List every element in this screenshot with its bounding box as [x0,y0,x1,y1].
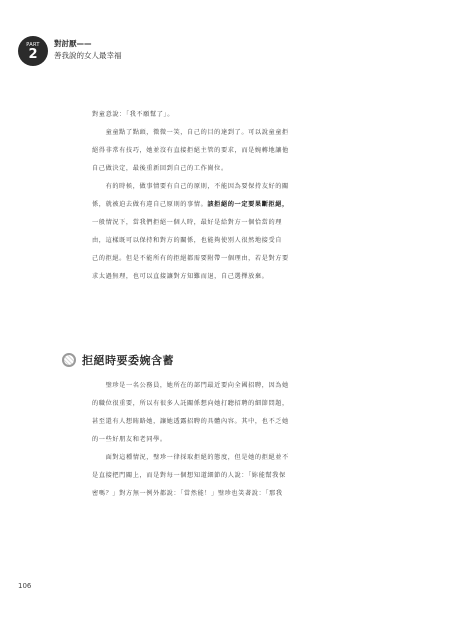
paragraph-line: 絕得非常有技巧，她並沒有直接拒絕主管的要求，而是婉轉地讓他 [92,147,289,154]
paragraph-line: 面對這種情況，璧珍一律採取拒絕的態度，但是她的拒絕並不 [105,454,289,461]
part-badge [18,36,48,66]
paragraph-line: 由，這樣既可以保持和對方的關係，也能夠使別人很然地接受自 [92,237,283,244]
section-heading [62,351,174,369]
paragraph-line: 自己做決定，最後重新回到自己的工作崗位。 [92,165,228,172]
paragraph-line: 是直接把門關上，而是對每一個想知道細節的人說：「妳能幫我保 [92,472,286,479]
paragraph-line: 甚至還有人想賄賂她，讓她透露招聘的具體內容。其中，也不乏她 [92,418,289,425]
paragraph-line: 己的拒絕。但是不能所有的拒絕都需要附帶一個理由，若是對方要 [92,255,289,262]
paragraph-line: 密嗎？」對方無一例外都說：「當然能！」璧珍也笑著說：「那我 [92,490,283,497]
paragraph-line: 璧珍是一名公務員，她所在的部門最近要向全國招聘，因為她 [105,382,289,389]
paragraph-line: 的職位很重要，所以有很多人託關係想向她打聽招聘的細節問題， [92,400,289,407]
paragraph-line: 對童意說：「我不願幫了」。 [92,111,175,118]
chapter-title-line1: 對討厭—— [54,39,92,48]
chapter-title-line2: 善我說的女人最幸福 [54,51,122,60]
page-number: 106 [18,582,32,590]
section-title: 拒絕時要委婉含蓄 [82,354,174,367]
paragraph-line: 求太過無理，也可以直接讓對方知難而退，自己選擇放棄。 [92,273,269,280]
highlight-text: 該拒絕的一定要果斷拒絕， [207,201,289,208]
bullet-circle-icon [62,353,76,367]
paragraph-line: 一般情況下，當我們拒絕一個人時，最好是給對方一個恰當的理 [92,219,283,226]
part-number: 2 [28,47,38,62]
paragraph-line: 係，就被迫去做有違自己原則的事情。該拒絕的一定要果斷拒絕， [92,201,289,208]
paragraph-line: 有的時候，做事情要有自己的原則，不能因為要保持友好的關 [105,183,289,190]
paragraph-line: 的一些好朋友和老同學。 [92,436,167,443]
body-text-block-2 [92,379,392,505]
part-label: PART [26,42,40,48]
paragraph-line: 童童點了點頭，微微一笑，自己的目的達到了。可以說童童拒 [105,129,289,136]
body-text-block-1 [92,108,392,288]
chapter-header [18,36,218,68]
chapter-title [54,38,122,62]
